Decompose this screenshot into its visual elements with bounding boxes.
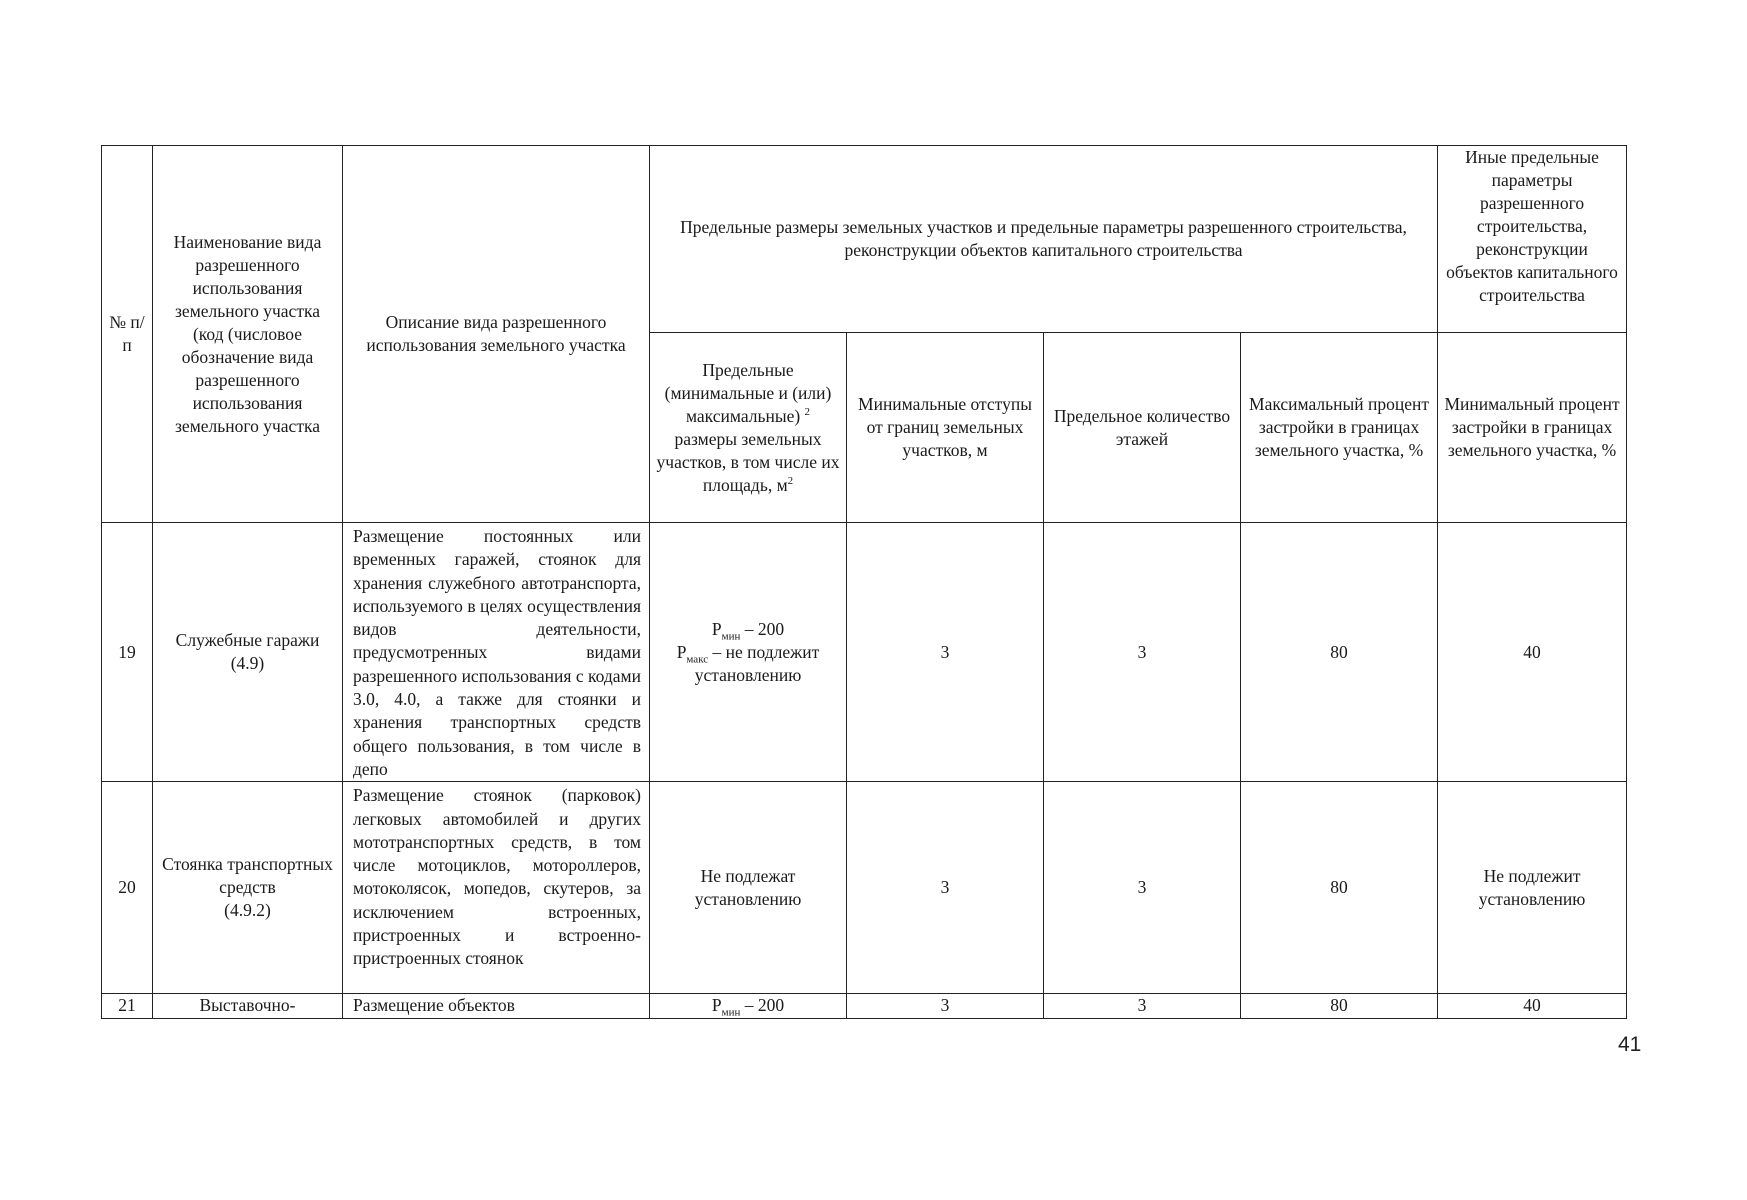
row-floors: 3	[1044, 523, 1241, 782]
row-min-percent: 40	[1438, 523, 1627, 782]
row-number: 19	[102, 523, 153, 782]
row-description: Размещение постоянных или временных гаражей, стоянок для хранения служебного автотранспорта, используемого в целях осуществления видов деятельности, предусмотренных видами разрешенного использования с кодами 3.0, 4.0, а также для стоянки и хранения транспортных средств общего пользования, в том числе в депо	[343, 523, 650, 782]
row-floors: 3	[1044, 782, 1241, 994]
size-min-symbol: Р	[711, 995, 722, 1016]
row-name-text: Стоянка транспортных средств	[162, 854, 333, 898]
table-row	[102, 782, 1627, 994]
row-min-percent: 40	[1438, 994, 1627, 1018]
row-name-text: Служебные гаражи	[175, 630, 320, 651]
row-name: Выставочно-	[153, 994, 343, 1018]
header-setbacks: Минимальные отступы от границ земельных участков, м	[847, 333, 1044, 523]
row-max-percent: 80	[1241, 782, 1438, 994]
size-min-sub: мин	[721, 630, 741, 643]
size-max-symbol: Р	[676, 641, 687, 662]
row-floors: 3	[1044, 994, 1241, 1018]
header-description: Описание вида разрешенного использования земельного участка	[343, 146, 650, 523]
size-min-value: – 200	[740, 618, 785, 639]
row-min-percent: Не подлежит установлению	[1438, 782, 1627, 994]
row-sizes	[650, 994, 847, 1018]
row-max-percent: 80	[1241, 994, 1438, 1018]
row-description: Размещение стоянок (парковок) легковых автомобилей и других мототранспортных средств, в том числе мотоциклов, мотороллеров, мотоколясок, мопедов, скутеров, за исключением встроенных, пристроенных и встроенно-пристроенных стоянок	[343, 782, 650, 994]
table-row	[102, 994, 1627, 1018]
row-name	[153, 782, 343, 994]
row-number: 21	[102, 994, 153, 1018]
header-name: Наименование вида разрешенного использования земельного участка (код (числовое обозначение вида разрешенного использования земельного участка	[153, 146, 343, 523]
size-max-sub: макс	[686, 653, 709, 666]
header-sizes	[650, 333, 847, 523]
row-sizes	[650, 523, 847, 782]
size-min-value: – 200	[740, 995, 785, 1016]
row-max-percent: 80	[1241, 523, 1438, 782]
header-other-group: Иные предельные параметры разрешенного строительства, реконструкции объектов капитального строительства	[1438, 146, 1627, 333]
row-name	[153, 523, 343, 782]
land-use-table	[101, 145, 1627, 1019]
header-min-percent: Минимальный процент застройки в границах земельного участка, %	[1438, 333, 1627, 523]
header-floors: Предельное количество этажей	[1044, 333, 1241, 523]
row-setbacks: 3	[847, 782, 1044, 994]
row-number: 20	[102, 782, 153, 994]
size-min-symbol: Р	[711, 618, 722, 639]
size-min-sub: мин	[721, 1006, 741, 1019]
header-limits-group: Предельные размеры земельных участков и предельные параметры разрешенного строительства, реконструкции объектов капитального строительства	[650, 146, 1438, 333]
header-max-percent: Максимальный процент застройки в границах земельного участка, %	[1241, 333, 1438, 523]
row-sizes: Не подлежат установлению	[650, 782, 847, 994]
header-sizes-footnote: 2	[804, 405, 811, 418]
row-code: (4.9.2)	[224, 900, 271, 921]
header-number: № п/п	[102, 146, 153, 523]
size-max-value: – не подлежит установлению	[694, 641, 820, 685]
header-sizes-text2: размеры земельных участков, в том числе их площадь, м	[656, 428, 840, 495]
row-description: Размещение объектов	[343, 994, 650, 1018]
page-number: 41	[1618, 1033, 1642, 1056]
row-code: (4.9)	[230, 653, 265, 674]
row-size-min	[656, 618, 840, 641]
header-row-1	[102, 146, 1627, 333]
header-sizes-unit: 2	[787, 474, 794, 487]
header-sizes-text: Предельные (минимальные и (или) максимальные)	[664, 359, 832, 426]
row-setbacks: 3	[847, 994, 1044, 1018]
table-row	[102, 523, 1627, 782]
row-setbacks: 3	[847, 523, 1044, 782]
row-size-max	[656, 641, 840, 687]
